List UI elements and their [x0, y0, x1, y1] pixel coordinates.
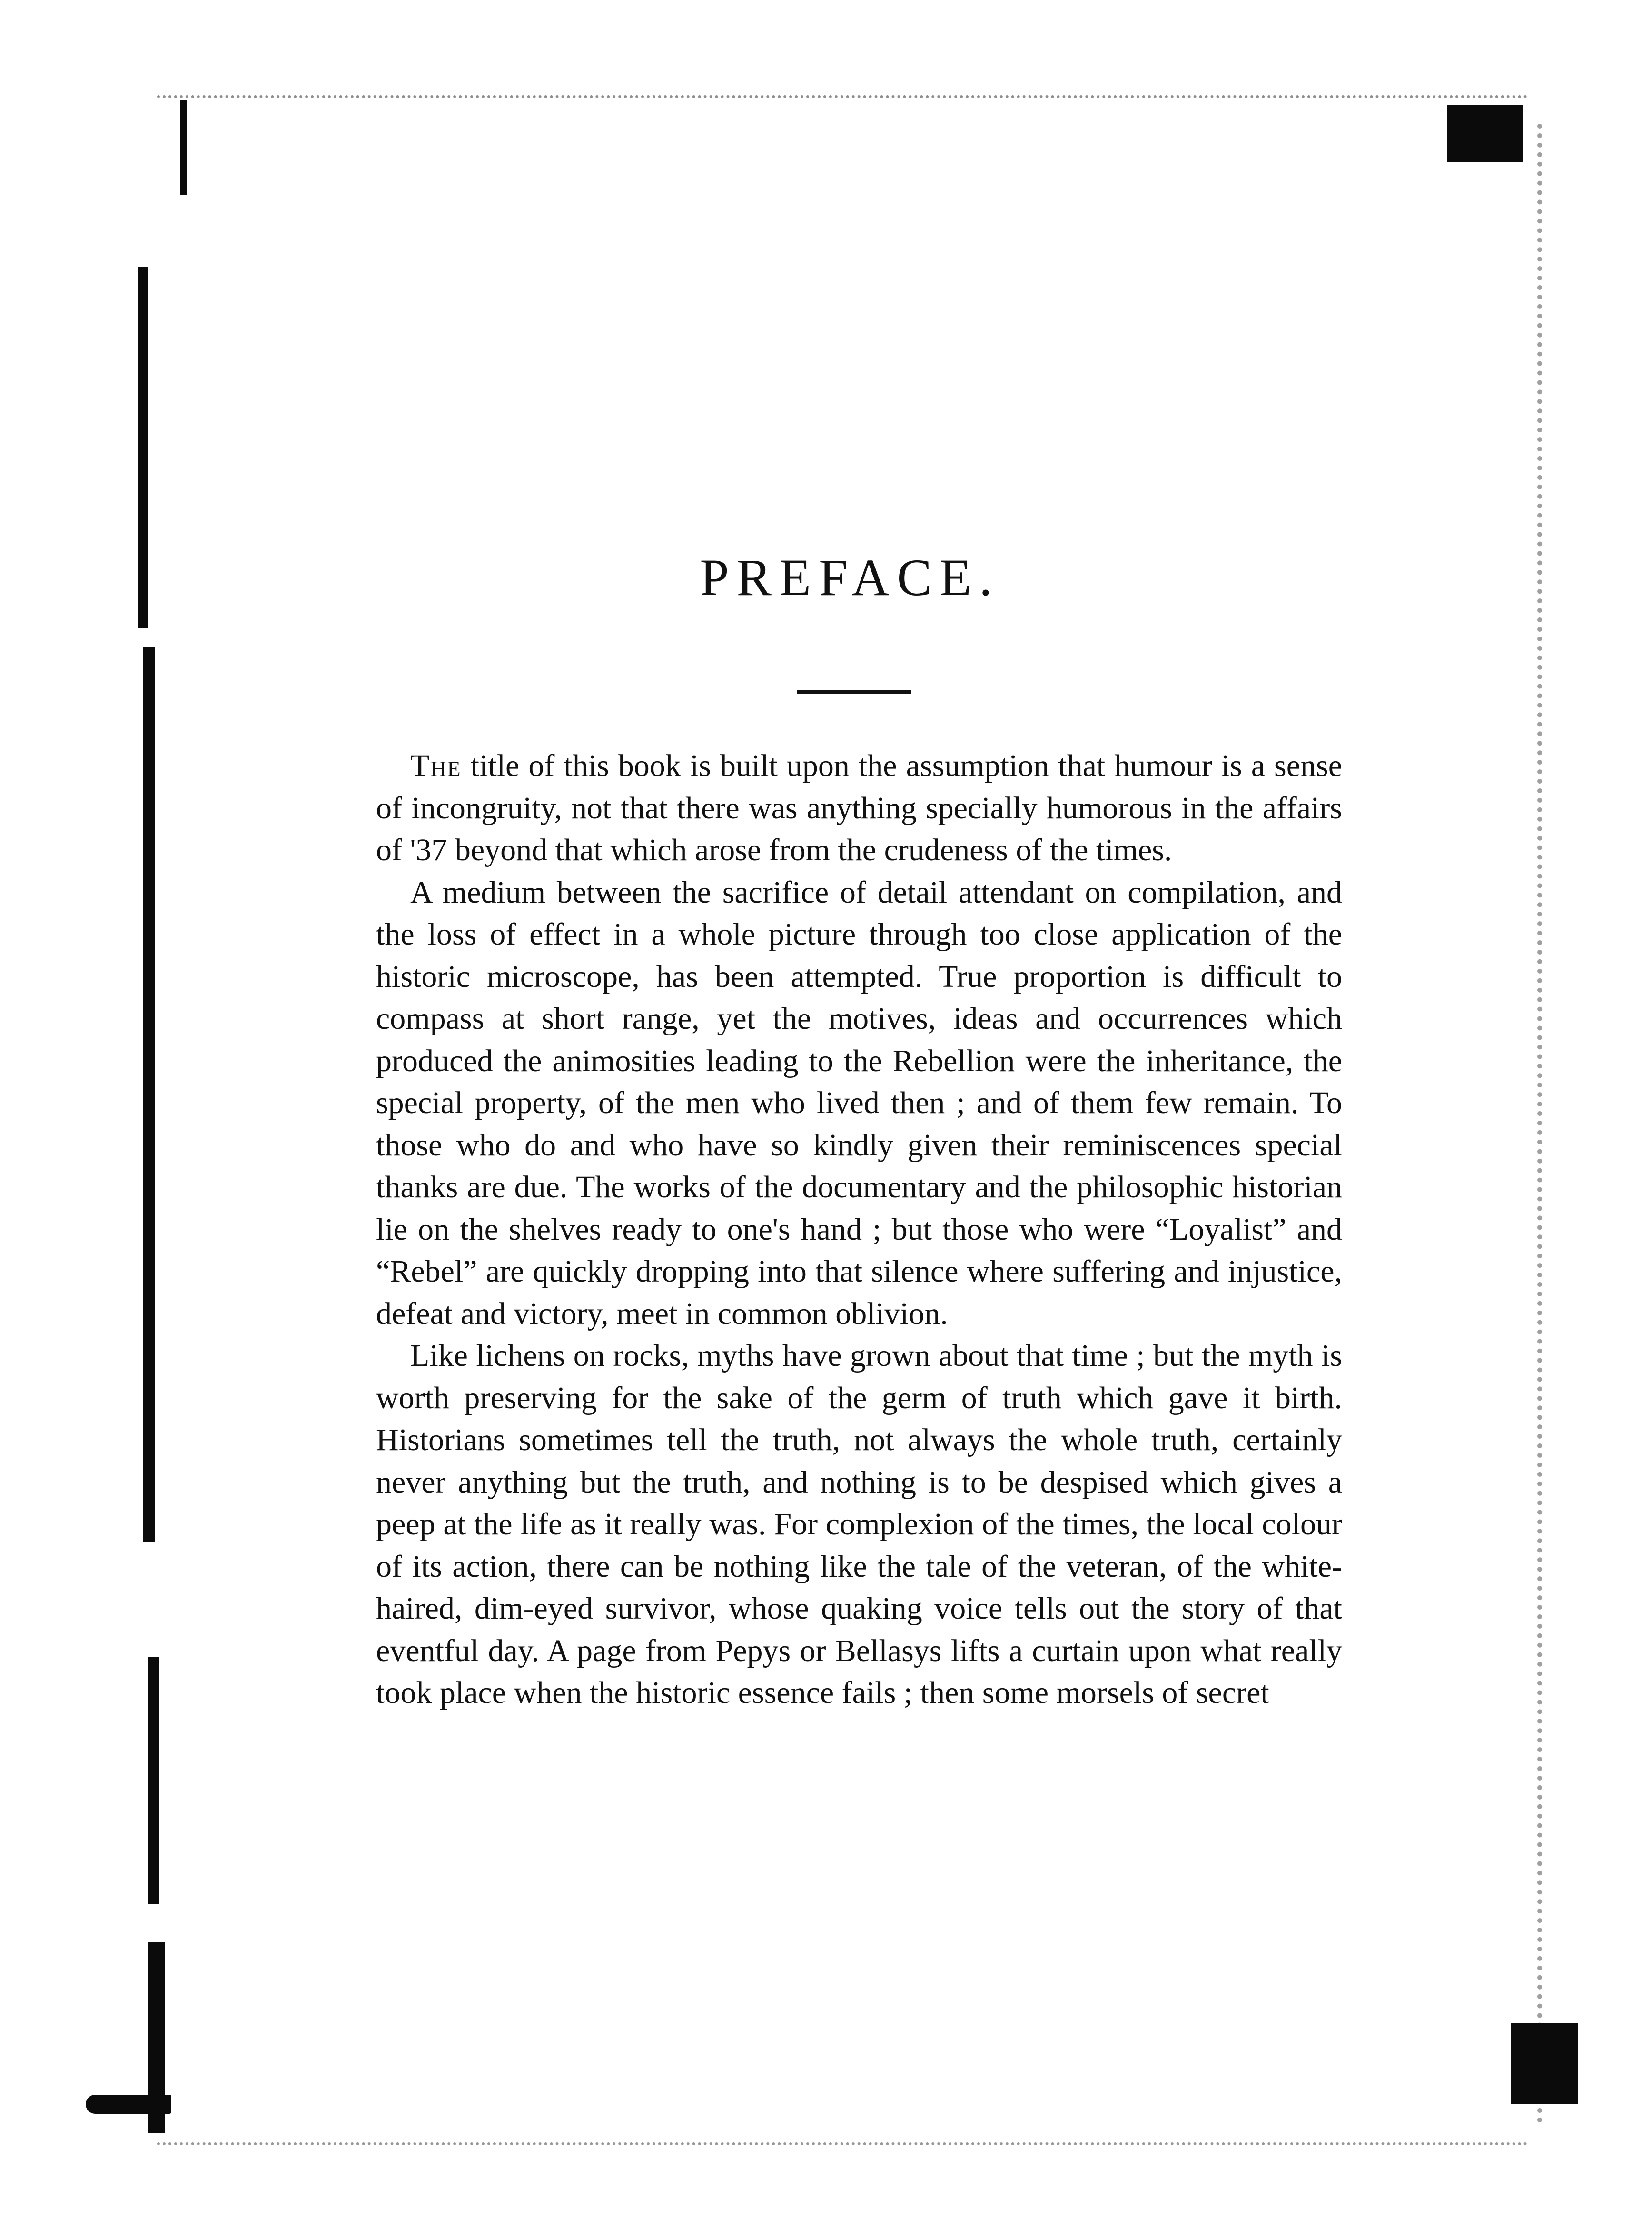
scan-corner-mark: [1511, 2023, 1578, 2104]
scan-edge-top: [157, 95, 1528, 101]
page-title: PREFACE.: [700, 548, 1000, 607]
lead-word: The: [410, 748, 462, 783]
binding-mark: [148, 1657, 159, 1904]
binding-mark: [180, 100, 187, 195]
paragraph-2: A medium between the sacrifice of detail attendant on compilation, and the loss of effect in a whole picture through too close application of the historic microscope, has been attempted. True proportion is difficult to compass at short range, yet the motives, ideas and occurrences which produced the animosities leading to the Rebellion were the inheritance, the special property, of the men who lived then ; and of them few remain. To those who do and who have so kindly given their reminiscences special thanks are due. The works of the documentary and the philosophic historian lie on the shelves ready to one's hand ; but those who were “Loyalist” and “Rebel” are quickly dropping into that silence where suffering and injustice, defeat and victory, meet in common oblivion.: [376, 875, 1342, 1331]
title-rule: [797, 690, 911, 694]
scan-edge-bottom: [157, 2142, 1528, 2148]
paragraph-text: title of this book is built upon the assumption that humour is a sense of incongruity, not that there was anything specially humorous in the affairs of '37 beyond that which arose from the crudeness of the times.: [376, 748, 1342, 867]
preface-body: [376, 745, 1342, 1714]
scan-edge-right: [1537, 124, 1571, 2123]
scan-corner-mark: [1447, 105, 1523, 162]
binding-mark: [143, 647, 155, 1542]
scan-smudge: [86, 2095, 171, 2114]
paragraph-3: Like lichens on rocks, myths have grown about that time ; but the myth is worth preserving for the sake of the germ of truth which gave it birth. Historians sometimes tell the truth, not always the whole truth, certainly never anything but the truth, and nothing is to be despised which gives a peep at the life as it really was. For complexion of the times, the local colour of its action, there can be nothing like the tale of the veteran, of the white-haired, dim-eyed survivor, whose quaking voice tells out the story of that eventful day. A page from Pepys or Bellasys lifts a curtain upon what really took place when the historic essence fails ; then some morsels of secret: [376, 1338, 1342, 1710]
paragraph-1: [376, 745, 1342, 872]
